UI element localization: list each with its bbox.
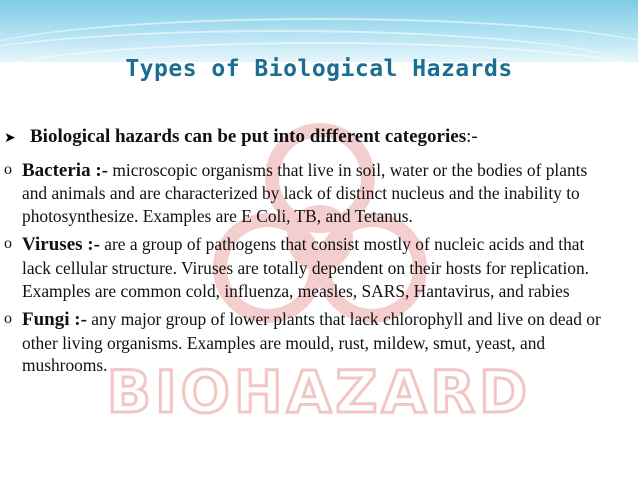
- item-term: Fungi :-: [22, 309, 87, 331]
- item-term: Bacteria :-: [22, 159, 108, 181]
- item-description: are a group of pathogens that consist mostly of nucleic acids and that lack cellular structure. Viruses are totally dependent on their hosts for replication. Examples are common cold, influenza, measles, SARS, Hantavirus, and rabies: [22, 234, 590, 301]
- slide-content: [4, 126, 632, 383]
- header-band: [0, 0, 638, 62]
- circle-bullet-icon: o: [4, 235, 12, 253]
- list-item-fungi: [4, 308, 632, 377]
- circle-bullet-icon: o: [4, 160, 12, 178]
- intro-text: [30, 126, 478, 149]
- watermark-text: BIOHAZARD: [106, 358, 532, 426]
- item-body: [22, 159, 632, 228]
- item-body: [22, 233, 632, 302]
- list-item-viruses: [4, 233, 632, 302]
- item-body: [22, 308, 632, 377]
- intro-main: Biological hazards can be put into different categories: [30, 126, 467, 147]
- item-description: microscopic organisms that live in soil, water or the bodies of plants and animals and are characterized by lack of distinct nucleus and the inability to photosynthesize. Examples are E Coli, TB, and Tetanus.: [22, 159, 588, 226]
- item-term: Viruses :-: [22, 234, 100, 256]
- intro-tail: :-: [466, 126, 478, 147]
- item-description: any major group of lower plants that lack chlorophyll and live on dead or other living organisms. Examples are mould, rust, mildew, smut, yeast, and mushrooms.: [22, 309, 601, 376]
- list-item-bacteria: [4, 159, 632, 228]
- arrow-bullet-icon: ➤: [4, 131, 16, 146]
- circle-bullet-icon: o: [4, 310, 12, 328]
- intro-line: [4, 126, 632, 151]
- slide-title: Types of Biological Hazards: [125, 56, 513, 82]
